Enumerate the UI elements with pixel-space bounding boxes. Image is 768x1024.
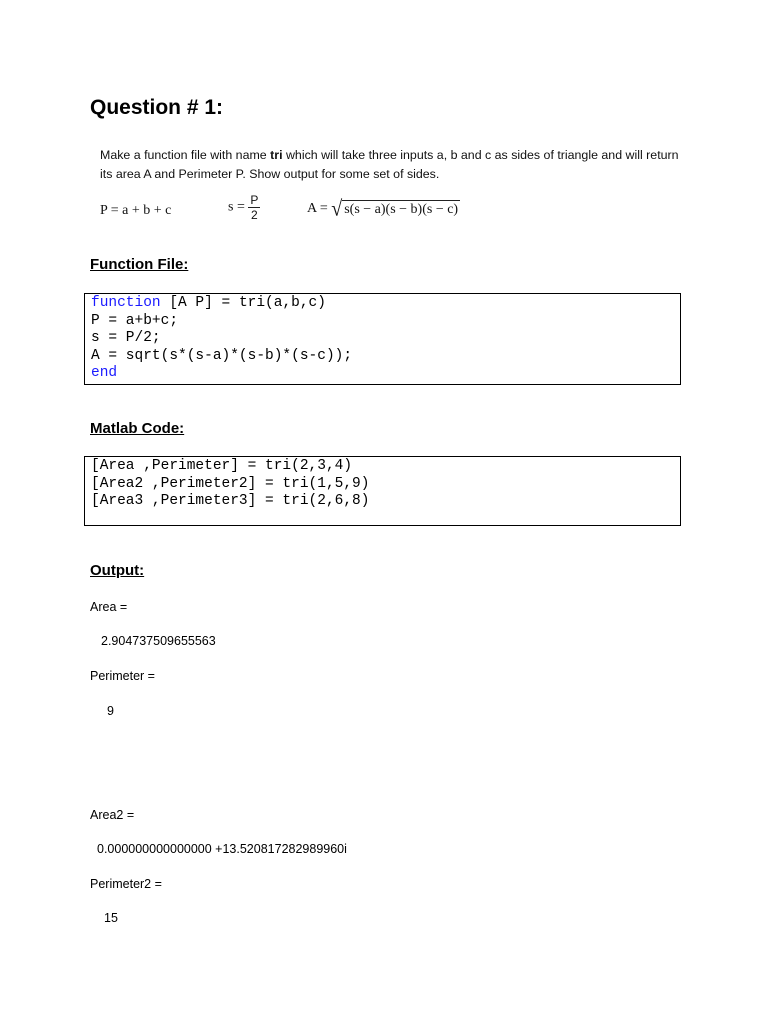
code-text: [A P] = tri(a,b,c) — [160, 295, 326, 311]
function-file-heading: Function File: — [90, 256, 189, 273]
code-line: [Area3 ,Perimeter3] = tri(2,6,8) — [91, 493, 370, 510]
perimeter-label: Perimeter = — [90, 669, 155, 683]
matlab-code-heading: Matlab Code: — [90, 420, 185, 437]
area2-label: Area2 = — [90, 808, 135, 822]
code-line: A = sqrt(s*(s-a)*(s-b)*(s-c)); — [91, 347, 353, 364]
output-heading: Output: — [90, 562, 145, 579]
code-line — [91, 295, 674, 313]
area-lhs: A = — [307, 201, 328, 217]
radical-sign-icon: √ — [331, 196, 343, 222]
fraction-denominator: 2 — [251, 208, 258, 222]
function-code-box — [84, 293, 681, 385]
area-radicand: s(s − a)(s − b)(s − c) — [344, 202, 459, 217]
code-line: [Area ,Perimeter] = tri(2,3,4) — [91, 458, 353, 474]
perimeter-formula: P = a + b + c — [100, 203, 172, 218]
semi-perimeter-formula — [228, 193, 260, 222]
function-name: tri — [270, 148, 283, 162]
problem-text-end: which will take three inputs a, b and c as sides of triangle and will return its area A and Perimeter P. Show output for some set of sides. — [100, 148, 679, 181]
area2-value: 0.000000000000000 +13.520817282989960i — [97, 842, 347, 856]
area-label: Area = — [90, 600, 128, 614]
code-line: s = P/2; — [91, 330, 161, 347]
area-formula — [307, 196, 460, 222]
area-value: 2.904737509655563 — [101, 634, 216, 648]
code-line: P = a+b+c; — [91, 312, 179, 329]
square-root — [331, 196, 460, 222]
perimeter-value: 9 — [107, 704, 114, 718]
semi-perimeter-lhs: s = — [228, 199, 245, 215]
semi-perimeter-fraction — [248, 193, 260, 222]
question-title: Question # 1: — [90, 96, 224, 119]
perimeter2-value: 15 — [104, 911, 118, 925]
fraction-numerator: P — [250, 193, 259, 207]
matlab-code-box — [84, 456, 681, 526]
perimeter2-label: Perimeter2 = — [90, 877, 162, 891]
problem-text-start: Make a function file with name — [100, 148, 271, 162]
problem-statement — [100, 146, 690, 183]
code-keyword: end — [91, 365, 118, 382]
code-line: [Area2 ,Perimeter2] = tri(1,5,9) — [91, 475, 370, 492]
code-keyword: function — [91, 295, 161, 311]
